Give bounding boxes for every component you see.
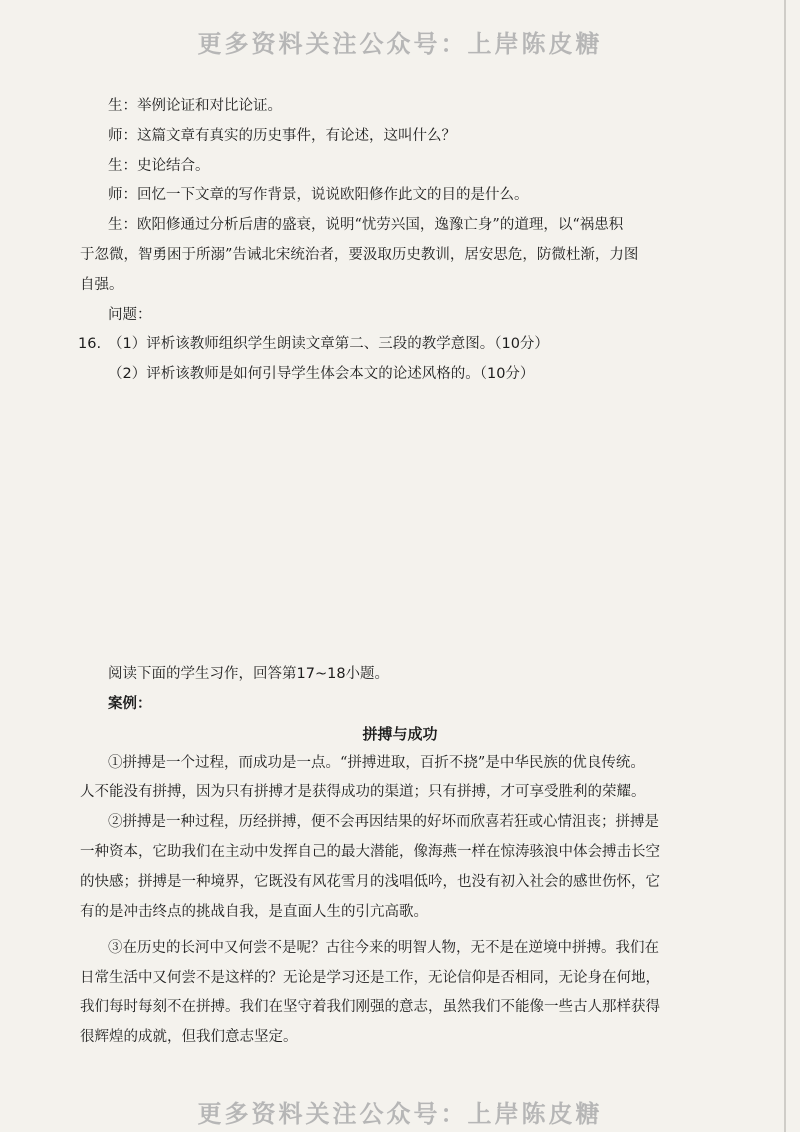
question-item: （1）评析该教师组织学生朗读文章第二、三段的教学意图。（10分） — [108, 336, 549, 352]
dialogue-line: 师：这篇文章有真实的历史事件，有论述，这叫什么？ — [108, 128, 456, 144]
dialogue-line: 自强。 — [80, 277, 124, 293]
reading-intro: 阅读下面的学生习作，回答第17~18小题。 — [108, 666, 390, 682]
essay-line: 人不能没有拼搏，因为只有拼搏才是获得成功的渠道；只有拼搏，才可享受胜利的荣耀。 — [80, 784, 646, 800]
dialogue-line: 于忽微，智勇困于所溺”告诫北宋统治者，要汲取历史教训，居安思危，防微杜渐，力图 — [80, 247, 639, 263]
essay-line: ①拼搏是一个过程，而成功是一点。“拼搏进取，百折不挠”是中华民族的优良传统。 — [108, 755, 645, 771]
essay-title: 拼搏与成功 — [362, 725, 438, 743]
watermark-bottom: 更多资料关注公众号：上岸陈皮糖 — [197, 1100, 603, 1128]
dialogue-line: 生：举例论证和对比论证。 — [108, 98, 282, 114]
question-16 — [78, 334, 549, 354]
questions-label: 问题： — [108, 307, 152, 323]
case-label: 案例： — [108, 696, 152, 712]
watermark-top: 更多资料关注公众号：上岸陈皮糖 — [197, 30, 603, 58]
essay-line: 有的是冲击终点的挑战自我，是直面人生的引亢高歌。 — [80, 904, 428, 920]
dialogue-line: 生：欧阳修通过分析后唐的盛衰，说明“忧劳兴国，逸豫亡身”的道理，以“祸患积 — [108, 217, 624, 233]
essay-line: ③在历史的长河中又何尝不是呢？古往今来的明智人物，无不是在逆境中拼搏。我们在 — [108, 940, 659, 956]
question-item: （2）评析该教师是如何引导学生体会本文的论述风格的。（10分） — [108, 366, 535, 382]
scan-edge-line — [784, 0, 786, 1132]
essay-line: 我们每时每刻不在拼搏。我们在坚守着我们刚强的意志，虽然我们不能像一些古人那样获得 — [80, 999, 660, 1015]
question-number: 16. — [78, 336, 102, 352]
essay-line: 很辉煌的成就，但我们意志坚定。 — [80, 1029, 298, 1045]
essay-line: ②拼搏是一种过程，历经拼搏，便不会再因结果的好坏而欣喜若狂或心情沮丧；拼搏是 — [108, 814, 659, 830]
essay-line: 一种资本，它助我们在主动中发挥自己的最大潜能，像海燕一样在惊涛骇浪中体会搏击长空 — [80, 844, 660, 860]
dialogue-line: 生：史论结合。 — [108, 158, 210, 174]
essay-line: 日常生活中又何尝不是这样的？无论是学习还是工作，无论信仰是否相同，无论身在何地， — [80, 970, 660, 986]
essay-line: 的快感；拼搏是一种境界，它既没有风花雪月的浅唱低吟，也没有初入社会的感世伤怀，它 — [80, 874, 660, 890]
dialogue-line: 师：回忆一下文章的写作背景，说说欧阳修作此文的目的是什么。 — [108, 187, 529, 203]
